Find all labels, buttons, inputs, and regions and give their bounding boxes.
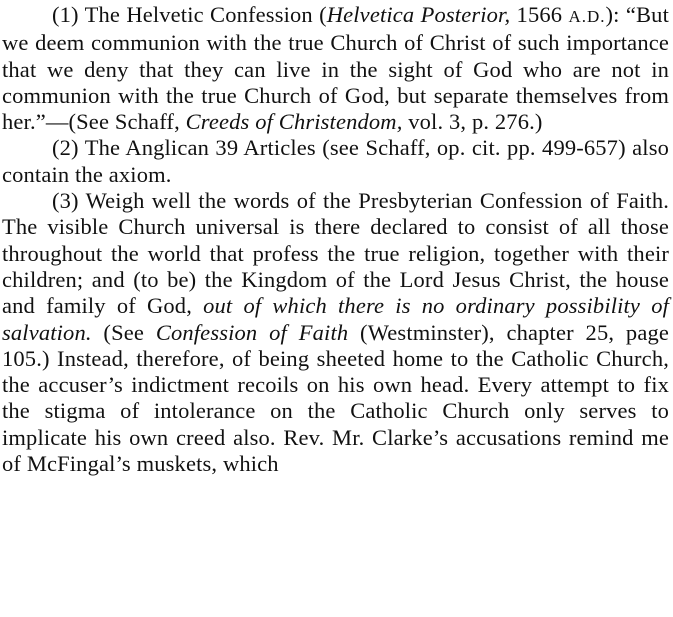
- paragraph-presbyterian-confession: [2, 188, 669, 477]
- p1-italic-creeds-title: Creeds of Christendom,: [185, 109, 403, 135]
- p3-text-a: (3) Weigh well the words of the Presbyterian Confession of Faith. The visible Church universal is there declared to consist of all those throughout the world that profess the true religion, together with their children; and (to be) the Kingdom of the Lord Jesus Christ, the house and family of God,: [2, 188, 669, 319]
- p2-text: (2) The Anglican 39 Articles (see Schaff, op. cit. pp. 499-657) also contain the axiom.: [2, 135, 669, 187]
- p1-text-e: ): “But we deem communion with the true Church of Christ of such importance that we deny that they can live in the sight of God who are not in communion with the true Church of God, but separate themselves from her.”—(See Schaff,: [2, 2, 669, 135]
- p3-text-c: (See: [91, 319, 156, 345]
- p3-italic-salvation-clause: out of which there is no ordinary possibility of salvation.: [2, 293, 670, 345]
- p1-text-g: vol. 3, p. 276.): [402, 109, 543, 135]
- p1-era-abbrev: A.D.: [568, 7, 606, 26]
- p1-text-c: 1566: [510, 2, 569, 27]
- p1-italic-helvetica-posterior: Helvetica Posterior,: [326, 2, 511, 27]
- paragraph-helvetic-confession: [2, 2, 669, 135]
- paragraph-anglican-articles: [2, 135, 669, 188]
- p3-text-e: (Westminster), chapter 25, page 105.) Instead, therefore, of being sheeted home to the Catholic Church, the accuser’s indictment recoils on his own head. Every attempt to fix the stigma of intolerance on the Catholic Church only serves to implicate his own creed also. Rev. Mr. Clarke’s accusations remind me of McFingal’s muskets, which: [2, 319, 669, 477]
- p1-text-a: (1) The Helvetic Confession (: [52, 2, 327, 27]
- p3-italic-confession-title: Confession of Faith: [155, 319, 349, 345]
